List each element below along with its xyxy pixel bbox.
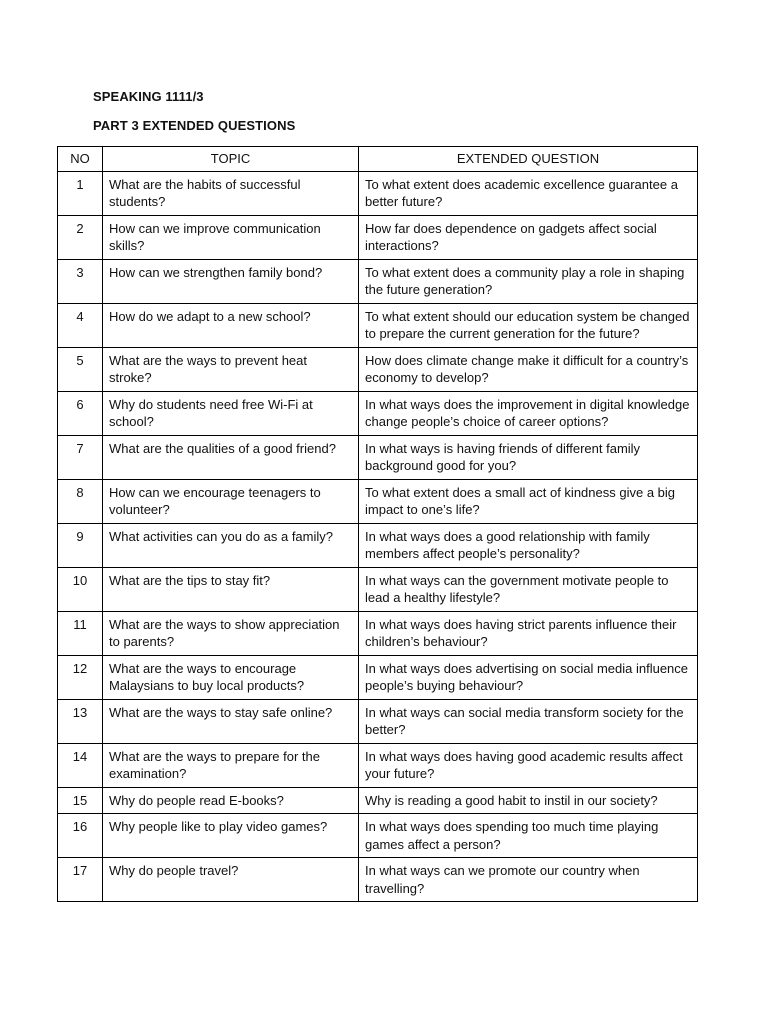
table-row [58,567,698,611]
row-topic: Why do people travel? [103,858,359,902]
table-row [58,699,698,743]
table-row [58,523,698,567]
header-extended-question: EXTENDED QUESTION [359,147,698,172]
row-number: 5 [58,347,103,391]
row-topic: Why do people read E-books? [103,787,359,814]
row-question: In what ways does spending too much time playing games affect a person? [359,814,698,858]
row-number: 3 [58,259,103,303]
row-question: How far does dependence on gadgets affect social interactions? [359,215,698,259]
row-topic: What are the ways to prepare for the examination? [103,743,359,787]
table-row [58,655,698,699]
row-topic: What are the ways to show appreciation to parents? [103,611,359,655]
row-topic: What are the habits of successful students? [103,171,359,215]
row-number: 16 [58,814,103,858]
row-question: In what ways does the improvement in digital knowledge change people’s choice of career options? [359,391,698,435]
row-question: In what ways can social media transform society for the better? [359,699,698,743]
row-topic: What activities can you do as a family? [103,523,359,567]
row-number: 7 [58,435,103,479]
row-topic: How can we strengthen family bond? [103,259,359,303]
row-number: 4 [58,303,103,347]
row-number: 11 [58,611,103,655]
row-topic: What are the tips to stay fit? [103,567,359,611]
row-topic: What are the ways to encourage Malaysians to buy local products? [103,655,359,699]
row-number: 8 [58,479,103,523]
table-row [58,858,698,902]
row-number: 14 [58,743,103,787]
document-subtitle: PART 3 EXTENDED QUESTIONS [93,118,296,133]
row-question: Why is reading a good habit to instil in our society? [359,787,698,814]
row-question: In what ways does having strict parents influence their children’s behaviour? [359,611,698,655]
row-question: To what extent should our education system be changed to prepare the current generation for the future? [359,303,698,347]
row-question: In what ways does a good relationship with family members affect people’s personality? [359,523,698,567]
row-question: To what extent does a small act of kindness give a big impact to one’s life? [359,479,698,523]
row-topic: How do we adapt to a new school? [103,303,359,347]
table-row [58,814,698,858]
row-number: 2 [58,215,103,259]
row-topic: How can we encourage teenagers to volunteer? [103,479,359,523]
row-question: In what ways can we promote our country when travelling? [359,858,698,902]
table-row [58,743,698,787]
header-no: NO [58,147,103,172]
table-row [58,347,698,391]
table-row [58,171,698,215]
row-question: In what ways can the government motivate people to lead a healthy lifestyle? [359,567,698,611]
row-number: 17 [58,858,103,902]
row-topic: Why do students need free Wi-Fi at school? [103,391,359,435]
row-topic: What are the ways to stay safe online? [103,699,359,743]
table-row [58,391,698,435]
row-question: How does climate change make it difficult for a country’s economy to develop? [359,347,698,391]
row-topic: What are the qualities of a good friend? [103,435,359,479]
row-topic: How can we improve communication skills? [103,215,359,259]
row-topic: What are the ways to prevent heat stroke? [103,347,359,391]
header-topic: TOPIC [103,147,359,172]
questions-table [57,146,698,902]
row-number: 9 [58,523,103,567]
table-row [58,479,698,523]
table-header-row [58,147,698,172]
table-row [58,303,698,347]
row-topic: Why people like to play video games? [103,814,359,858]
row-question: To what extent does academic excellence guarantee a better future? [359,171,698,215]
row-number: 12 [58,655,103,699]
table-row [58,435,698,479]
row-question: In what ways does having good academic results affect your future? [359,743,698,787]
row-number: 13 [58,699,103,743]
table-row [58,611,698,655]
document-title: SPEAKING 1111/3 [93,89,204,104]
table-row [58,259,698,303]
row-question: In what ways is having friends of different family background good for you? [359,435,698,479]
row-question: In what ways does advertising on social media influence people’s buying behaviour? [359,655,698,699]
row-number: 6 [58,391,103,435]
table-row [58,215,698,259]
table-row [58,787,698,814]
row-number: 15 [58,787,103,814]
row-question: To what extent does a community play a role in shaping the future generation? [359,259,698,303]
row-number: 10 [58,567,103,611]
row-number: 1 [58,171,103,215]
